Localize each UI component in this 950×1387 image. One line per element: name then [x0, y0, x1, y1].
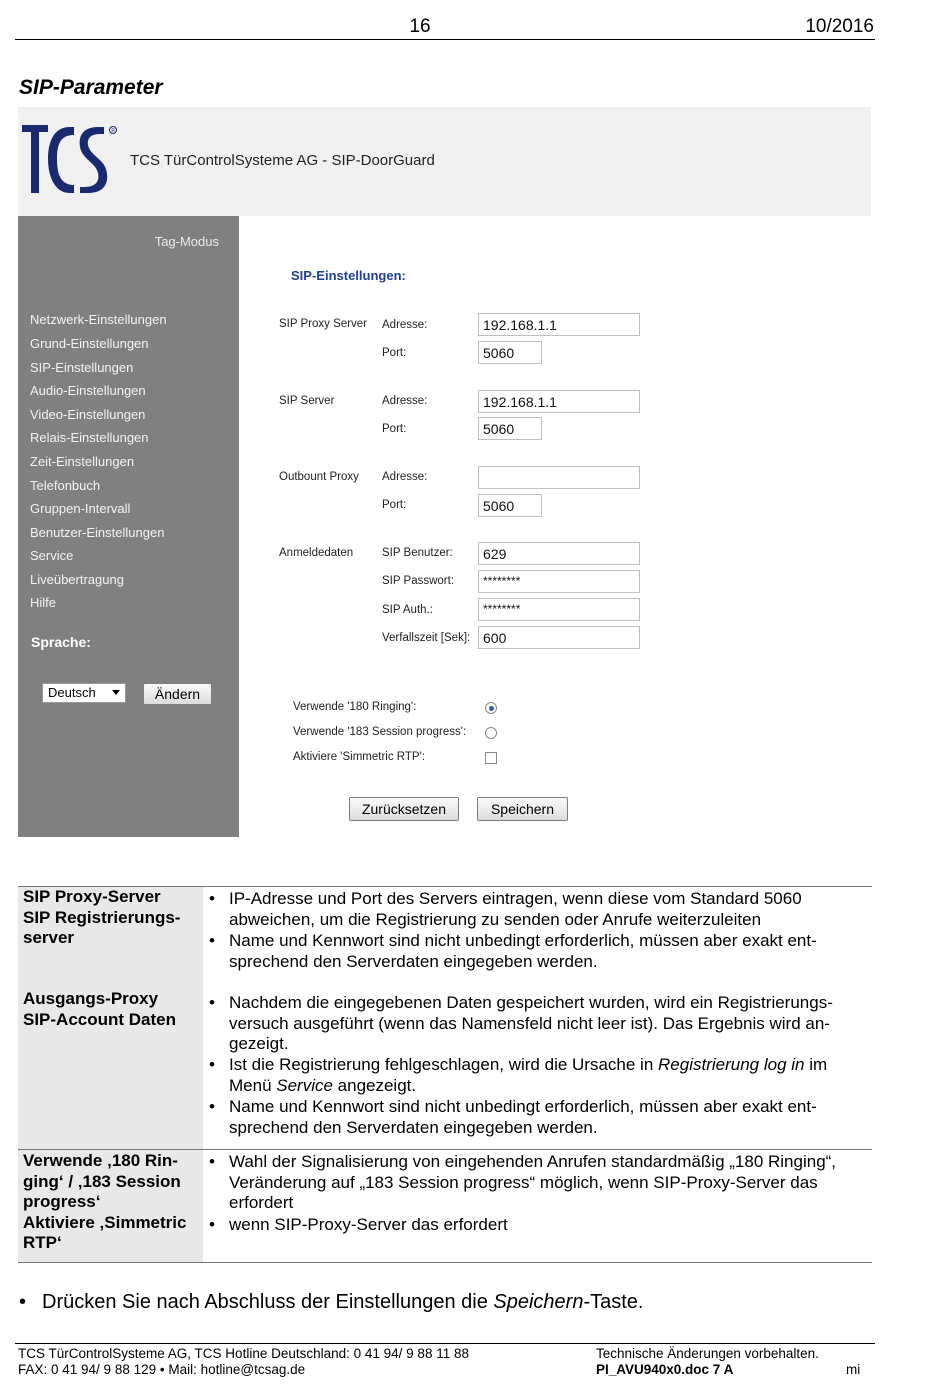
text-run: angezeigt.: [332, 1075, 417, 1095]
final-instruction: [42, 1291, 643, 1314]
footer-rule: [15, 1343, 875, 1344]
group-label-login: Anmeldedaten: [279, 547, 354, 559]
text-emphasis: Speichern: [493, 1291, 584, 1313]
bullet-line: wenn SIP-Proxy-Server das erfordert: [229, 1215, 508, 1234]
option-180-ringing-radio[interactable]: [485, 702, 497, 714]
bullet-line: Name und Kennwort sind nicht unbedingt erforderlich, müssen aber exakt ent-: [229, 931, 817, 950]
sip-user-label: SIP Benutzer:: [382, 547, 453, 559]
head-line: ging‘ / ‚183 Session: [23, 1171, 181, 1191]
option-symmetric-rtp-checkbox[interactable]: [485, 752, 497, 764]
group-label-outbound: Outbount Proxy: [279, 471, 359, 483]
option-symmetric-rtp-label: Aktiviere 'Simmetric RTP':: [293, 751, 425, 763]
bullet-line: sprechend den Serverdaten eingegeben werden.: [229, 1117, 598, 1137]
footer-contact: FAX: 0 41 94/ 9 88 129 • Mail: hotline@tcsag.de: [18, 1362, 306, 1377]
bullet-line: [229, 1076, 869, 1097]
bullet-text: [229, 931, 869, 972]
proxy-port-input[interactable]: 5060: [478, 341, 542, 364]
nav-network-settings[interactable]: Netzwerk-Einstellungen: [30, 312, 167, 327]
nav-time-settings[interactable]: Zeit-Einstellungen: [30, 454, 135, 469]
bullet-line: sprechend den Serverdaten eingegeben werden.: [229, 951, 598, 971]
text-run: Ist die Registrierung fehlgeschlagen, wird die Ursache in: [229, 1055, 659, 1074]
apply-language-button[interactable]: Ändern: [143, 683, 212, 705]
text-emphasis: Registrierung log in: [658, 1055, 805, 1074]
bullet-line: gezeigt.: [229, 1034, 289, 1053]
head-line: SIP-Account Daten: [23, 1009, 177, 1029]
screenshot-header: [18, 107, 871, 216]
outbound-port-input[interactable]: 5060: [478, 494, 542, 517]
footer-disclaimer: Technische Änderungen vorbehalten.: [596, 1346, 819, 1361]
text-emphasis: Service: [276, 1075, 333, 1095]
head-line: Verwende ‚180 Rin-: [23, 1151, 178, 1170]
app-title: TCS TürControlSysteme AG - SIP-DoorGuard: [130, 152, 435, 169]
bullet-line: Nachdem die eingegebenen Daten gespeichert wurden, wird ein Registrierungs-: [229, 993, 833, 1012]
header-rule: [15, 39, 875, 40]
bullet-line: abweichen, um die Registrierung zu senden oder Anrufe weiterzuleiten: [229, 909, 762, 929]
sidebar: [18, 216, 239, 837]
nav-group-interval[interactable]: Gruppen-Intervall: [30, 501, 131, 516]
text-run: im: [804, 1055, 828, 1074]
bullet-text: [229, 889, 869, 930]
text-run: -Taste.: [583, 1291, 644, 1313]
bullet-icon: •: [209, 1097, 215, 1116]
reset-button[interactable]: Zurücksetzen: [349, 797, 459, 821]
bullet-line: Wahl der Signalisierung von eingehenden Anrufen standardmäßig „180 Ringing“,: [229, 1152, 837, 1171]
option-183-session-radio[interactable]: [485, 727, 497, 739]
proxy-address-input[interactable]: 192.168.1.1: [478, 313, 640, 336]
bullet-icon: •: [209, 1152, 215, 1171]
sip-auth-input[interactable]: ********: [478, 598, 640, 621]
chevron-down-icon: [112, 690, 120, 695]
server-port-input[interactable]: 5060: [478, 417, 542, 440]
svg-text:R: R: [111, 128, 116, 134]
bullet-line: erfordert: [229, 1193, 294, 1212]
nav-sip-settings[interactable]: SIP-Einstellungen: [30, 360, 134, 375]
proxy-port-label: Port:: [382, 347, 407, 359]
outbound-port-label: Port:: [382, 499, 407, 511]
table-row-1-head-b: [23, 989, 201, 1030]
nav-phonebook[interactable]: Telefonbuch: [30, 478, 101, 493]
language-select[interactable]: [42, 683, 126, 703]
option-183-session-label: Verwende '183 Session progress':: [293, 726, 467, 738]
nav-user-settings[interactable]: Benutzer-Einstellungen: [30, 525, 165, 540]
group-label-proxy: SIP Proxy Server: [279, 318, 367, 330]
bullet-icon: •: [209, 1215, 215, 1234]
head-line: server: [23, 928, 75, 947]
proxy-address-label: Adresse:: [382, 319, 428, 331]
head-line: progress‘: [23, 1192, 101, 1211]
text-run: Drücken Sie nach Abschluss der Einstellungen die: [42, 1291, 494, 1313]
bullet-icon: •: [209, 1055, 215, 1074]
save-button[interactable]: Speichern: [477, 797, 568, 821]
sip-auth-label: SIP Auth.:: [382, 604, 433, 616]
head-line: SIP Proxy-Server: [23, 887, 161, 906]
outbound-address-label: Adresse:: [382, 471, 428, 483]
form-title: SIP-Einstellungen:: [291, 268, 406, 283]
sip-password-label: SIP Passwort:: [382, 575, 455, 587]
nav-relay-settings[interactable]: Relais-Einstellungen: [30, 430, 149, 445]
table-row-2-head: [23, 1151, 201, 1254]
sip-user-input[interactable]: 629: [478, 542, 640, 565]
bullet-text: [229, 1097, 869, 1138]
nav-basic-settings[interactable]: Grund-Einstellungen: [30, 336, 149, 351]
table-rule-bottom: [18, 1262, 872, 1263]
head-line: Ausgangs-Proxy: [23, 989, 159, 1008]
server-port-label: Port:: [382, 423, 407, 435]
bullet-line: IP-Adresse und Port des Servers eintragen, wenn diese vom Standard 5060: [229, 889, 802, 908]
language-value: Deutsch: [48, 685, 96, 700]
section-title: SIP-Parameter: [19, 76, 163, 99]
footer-initials: mi: [846, 1362, 861, 1377]
bullet-line: Name und Kennwort sind nicht unbedingt erforderlich, müssen aber exakt ent-: [229, 1097, 817, 1116]
page-number: 16: [409, 16, 431, 37]
nav-audio-settings[interactable]: Audio-Einstellungen: [30, 383, 146, 398]
option-180-ringing-label: Verwende '180 Ringing':: [293, 701, 417, 713]
tcs-logo: [22, 123, 118, 195]
bullet-text: [229, 1152, 869, 1214]
bullet-text: [229, 1215, 869, 1236]
bullet-icon: •: [209, 889, 215, 908]
expiry-label: Verfallszeit [Sek]:: [382, 632, 471, 644]
head-line: RTP‘: [23, 1233, 62, 1252]
bullet-icon: •: [209, 931, 215, 950]
bullet-icon: •: [19, 1291, 27, 1313]
nav-help[interactable]: Hilfe: [30, 595, 57, 610]
bullet-icon: •: [209, 993, 215, 1012]
bullet-text: [229, 993, 869, 1055]
group-label-server: SIP Server: [279, 395, 335, 407]
nav-live-stream[interactable]: Liveübertragung: [30, 572, 124, 587]
nav-video-settings[interactable]: Video-Einstellungen: [30, 407, 146, 422]
sip-password-input[interactable]: ********: [478, 570, 640, 593]
table-row-1-head-a: [23, 887, 201, 949]
outbound-address-input[interactable]: [478, 466, 640, 489]
footer-doc-id: PI_AVU940x0.doc 7 A: [596, 1362, 734, 1377]
expiry-input[interactable]: 600: [478, 626, 640, 649]
nav-service[interactable]: Service: [30, 548, 74, 563]
bullet-line: Veränderung auf „183 Session progress“ möglich, wenn SIP-Proxy-Server das: [229, 1172, 818, 1192]
server-address-label: Adresse:: [382, 395, 428, 407]
bullet-line: versuch ausgeführt (wenn das Namensfeld nicht leer ist). Das Ergebnis wird an-: [229, 1013, 830, 1033]
footer-company: TCS TürControlSysteme AG, TCS Hotline Deutschland: 0 41 94/ 9 88 11 88: [18, 1346, 469, 1361]
language-label: Sprache:: [31, 634, 91, 650]
mode-label: Tag-Modus: [154, 234, 219, 249]
bullet-line: [229, 1055, 869, 1076]
head-line: Aktiviere ‚Simmetric: [23, 1212, 187, 1232]
page-date: 10/2016: [805, 16, 874, 37]
text-run: Menü: [229, 1075, 277, 1095]
doorguard-screenshot: [18, 107, 871, 837]
server-address-input[interactable]: 192.168.1.1: [478, 390, 640, 413]
bullet-text: [229, 1055, 869, 1096]
head-line: SIP Registrierungs-: [23, 907, 181, 927]
